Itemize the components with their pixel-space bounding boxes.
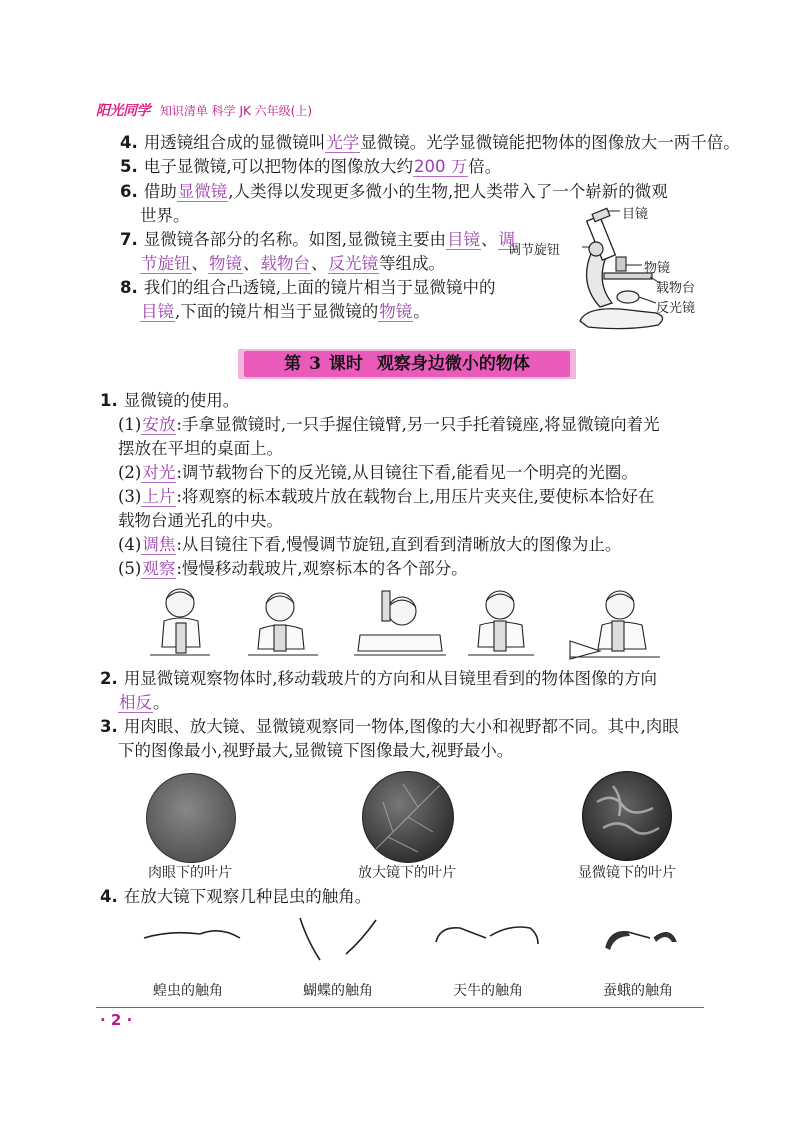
lesson-suffix: 课时 <box>328 354 363 374</box>
item-8 <box>120 276 496 300</box>
step-index: (2) <box>118 463 142 482</box>
item-text: 、 <box>311 254 328 273</box>
label-knob: 调节旋钮 <box>508 243 561 258</box>
label-stage: 载物台 <box>656 281 696 296</box>
page-number-value: 2 <box>110 1011 122 1029</box>
answer-fill: 相反 <box>119 693 152 712</box>
step-index: (4) <box>118 535 142 554</box>
lesson-banner <box>238 349 576 379</box>
q1-step-3-line2: 载物台通光孔的中央。 <box>118 511 283 530</box>
item-number: 3. <box>100 717 118 736</box>
lesson-heading: 观察身边微小的物体 <box>376 354 530 374</box>
q1-step-2 <box>118 461 638 485</box>
item-7-line2 <box>140 252 445 276</box>
item-text: 。 <box>413 302 430 321</box>
q1-title <box>100 389 239 413</box>
leaf-cells-image <box>583 772 671 860</box>
caption-magnifier: 放大镜下的叶片 <box>358 865 456 881</box>
item-text: 显微镜各部分的名称。如图,显微镜主要由 <box>143 230 446 249</box>
q1-step-1-line2: 摆放在平坦的桌面上。 <box>118 439 283 458</box>
item-text: ,下面的镜片相当于显微镜的 <box>175 302 379 321</box>
q1-step-4 <box>118 533 621 557</box>
item-8-line2 <box>140 300 430 324</box>
item-number: 6. <box>120 182 138 201</box>
step-text: :将观察的标本载玻片放在载物台上,用压片夹夹住,要使标本恰好在 <box>176 487 655 506</box>
answer-fill: 200 万 <box>414 157 468 176</box>
step-text: :从目镜往下看,慢慢调节旋钮,直到看到清晰放大的图像为止。 <box>176 535 622 554</box>
item-number: 8. <box>120 278 138 297</box>
answer-fill: 调 <box>498 230 515 249</box>
answer-fill: 目镜 <box>447 230 480 249</box>
answer-fill: 反光镜 <box>328 254 378 273</box>
answer-fill: 目镜 <box>141 302 174 321</box>
item-number: 4. <box>120 133 138 152</box>
footer-divider <box>96 1007 704 1008</box>
leaf-magnifier-image <box>362 771 454 863</box>
item-4 <box>120 131 740 155</box>
step-index: (3) <box>118 487 142 506</box>
item-text: 显微镜的使用。 <box>123 391 240 410</box>
caption-silkmoth-antenna: 蚕蛾的触角 <box>603 983 673 999</box>
answer-fill: 节旋钮 <box>141 254 191 273</box>
lesson-number: 3 <box>309 354 321 374</box>
label-mirror: 反光镜 <box>656 301 696 316</box>
item-5 <box>120 155 501 179</box>
step-index: (1) <box>118 415 142 434</box>
answer-fill: 载物台 <box>260 254 310 273</box>
leaf-microscope-image <box>582 771 672 861</box>
lesson-prefix: 第 <box>284 354 302 374</box>
antennae-illustration <box>140 912 680 968</box>
children-with-microscope-image <box>150 585 670 665</box>
item-text: 电子显微镜,可以把物体的图像放大约 <box>143 157 413 176</box>
answer-fill: 调焦 <box>142 535 176 554</box>
item-text: 等组成。 <box>379 254 445 273</box>
answer-fill: 观察 <box>142 559 176 578</box>
item-text: 在放大镜下观察几种昆虫的触角。 <box>123 887 372 906</box>
item-6 <box>120 180 668 204</box>
item-text: 用肉眼、放大镜、显微镜观察同一物体,图像的大小和视野都不同。其中,肉眼 <box>123 717 679 736</box>
brand-logo: 阳光同学 <box>96 103 150 119</box>
insect-antennae-image <box>140 912 680 968</box>
answer-fill: 物镜 <box>209 254 242 273</box>
answer-fill: 光学 <box>326 133 360 152</box>
item-text: 、 <box>191 254 208 273</box>
answer-fill: 物镜 <box>379 302 413 321</box>
step-text: :手拿显微镜时,一只手握住镜臂,另一只手托着镜座,将显微镜向着光 <box>176 415 660 434</box>
answer-fill: 上片 <box>142 487 176 506</box>
answer-fill: 显微镜 <box>177 182 228 201</box>
item-text: 用显微镜观察物体时,移动载玻片的方向和从目镜里看到的物体图像的方向 <box>123 669 657 688</box>
q1-step-1 <box>118 413 660 437</box>
page-header <box>96 100 312 120</box>
leaf-naked-eye-image <box>146 773 236 863</box>
item-text: 显微镜。光学显微镜能把物体的图像放大一两千倍。 <box>360 133 740 152</box>
label-objective: 物镜 <box>644 261 671 276</box>
item-number: 2. <box>100 669 118 688</box>
answer-fill: 对光 <box>142 463 176 482</box>
item-text: 。 <box>153 693 170 712</box>
microscope-steps-illustration <box>150 585 670 665</box>
item-number: 1. <box>100 391 118 410</box>
step-text: :调节载物台下的反光镜,从目镜往下看,能看见一个明亮的光圈。 <box>176 463 638 482</box>
caption-locust-antenna: 蝗虫的触角 <box>153 983 223 999</box>
q2-line2 <box>118 691 170 715</box>
caption-naked-eye: 肉眼下的叶片 <box>148 865 232 881</box>
step-index: (5) <box>118 559 142 578</box>
q2 <box>100 667 657 691</box>
q4 <box>100 885 371 909</box>
label-eyepiece: 目镜 <box>622 207 649 222</box>
q1-step-5 <box>118 557 468 581</box>
caption-butterfly-antenna: 蝴蝶的触角 <box>303 983 373 999</box>
answer-fill: 安放 <box>142 415 176 434</box>
q1-step-3 <box>118 485 654 509</box>
item-text: 用透镜组合成的显微镜叫 <box>143 133 326 152</box>
q3 <box>100 715 679 739</box>
item-7 <box>120 228 516 252</box>
item-text: 借助 <box>143 182 177 201</box>
item-6-line2: 世界。 <box>140 206 190 225</box>
item-number: 5. <box>120 157 138 176</box>
q3-line2: 下的图像最小,视野最大,显微镜下图像最大,视野最小。 <box>118 741 514 760</box>
caption-microscope: 显微镜下的叶片 <box>578 865 676 881</box>
item-text: 、 <box>243 254 260 273</box>
item-text: 我们的组合凸透镜,上面的镜片相当于显微镜中的 <box>143 278 496 297</box>
header-subtitle: 知识清单 科学 JK 六年级(上) <box>159 104 313 118</box>
item-number: 4. <box>100 887 118 906</box>
item-number: 7. <box>120 230 138 249</box>
leaf-veins-image <box>363 772 453 862</box>
step-text: :慢慢移动载玻片,观察标本的各个部分。 <box>176 559 468 578</box>
caption-longhorn-antenna: 天牛的触角 <box>453 983 523 999</box>
item-text: ,人类得以发现更多微小的生物,把人类带入了一个崭新的微观 <box>228 182 668 201</box>
microscope-diagram <box>508 203 708 335</box>
lesson-title <box>244 351 570 377</box>
item-text: 倍。 <box>468 157 502 176</box>
page-number: · 2 · <box>100 1011 133 1029</box>
item-text: 、 <box>481 230 498 249</box>
